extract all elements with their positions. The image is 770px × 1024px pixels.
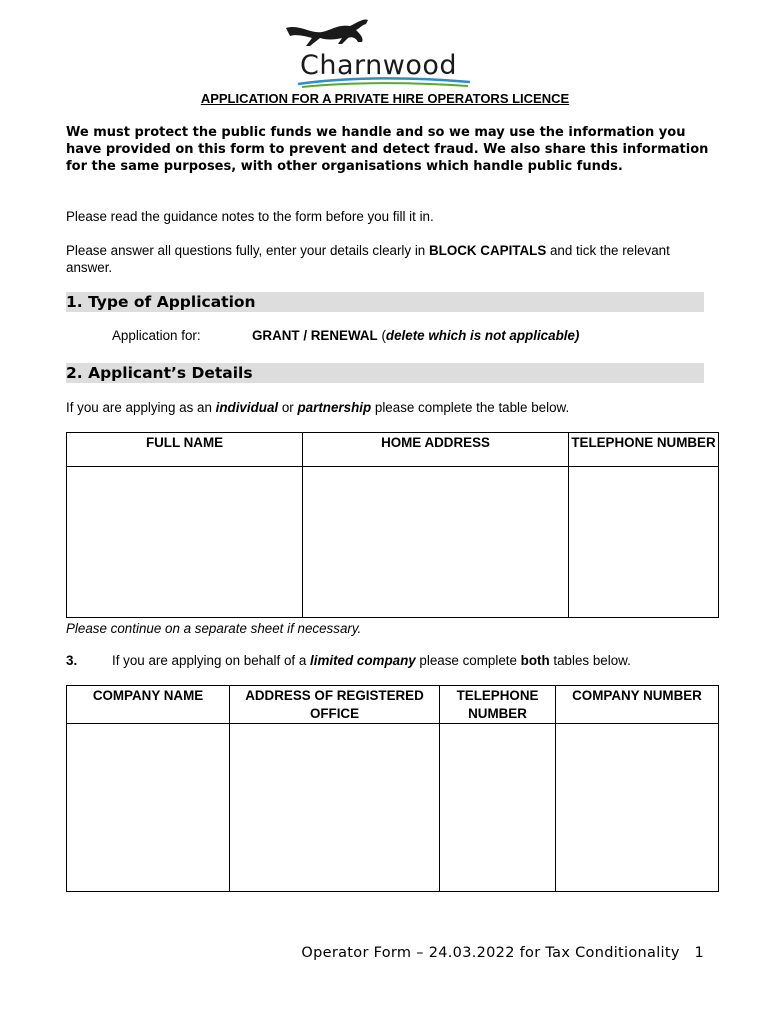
section-2-heading: 2. Applicant’s Details (66, 363, 704, 383)
brand-name: Charnwood (300, 50, 458, 81)
instructions-text: Please answer all questions fully, enter your details clearly in BLOCK CAPITALS and tick the relevant answer. (66, 243, 670, 275)
section-2-intro: If you are applying as an individual or partnership please complete the table below. (66, 400, 570, 415)
green-wave (302, 83, 468, 87)
application-type-options[interactable]: GRANT / RENEWAL (delete which is not applicable) (252, 328, 580, 343)
company-details-table (66, 685, 719, 892)
fraud-notice: We must protect the public funds we handle and so we may use the information you have provided on this form to prevent and detect fraud. We also share this information for the same purposes, with other organisations which handle public funds. (66, 125, 709, 174)
column-header-company-number: COMPANY NUMBER (556, 686, 719, 724)
registered-office-cell[interactable] (230, 724, 440, 892)
section-1-heading: 1. Type of Application (66, 292, 704, 312)
application-for-label: Application for: (112, 328, 201, 343)
home-address-cell[interactable] (303, 467, 569, 618)
applicant-details-table (66, 432, 719, 618)
full-name-cell[interactable] (67, 467, 303, 618)
page-number: 1 (694, 945, 704, 961)
column-header-company-name: COMPANY NAME (67, 686, 230, 724)
section-3-number: 3. (66, 653, 78, 668)
company-name-cell[interactable] (67, 724, 230, 892)
column-header-home-address: HOME ADDRESS (303, 433, 569, 467)
section-3-intro: If you are applying on behalf of a limited company please complete both tables below. (112, 653, 631, 668)
guidance-text: Please read the guidance notes to the form before you fill it in. (66, 209, 434, 224)
column-header-registered-office: ADDRESS OF REGISTERED OFFICE (230, 686, 440, 724)
telephone-cell[interactable] (569, 467, 719, 618)
continue-note: Please continue on a separate sheet if necessary. (66, 621, 362, 636)
company-telephone-cell[interactable] (440, 724, 556, 892)
company-number-cell[interactable] (556, 724, 719, 892)
column-header-full-name: FULL NAME (67, 433, 303, 467)
footer-text: Operator Form – 24.03.2022 for Tax Conditionality (301, 945, 680, 961)
fox-icon (286, 19, 368, 46)
page-footer (301, 945, 704, 961)
column-header-telephone: TELEPHONE NUMBER (569, 433, 719, 467)
document-title: APPLICATION FOR A PRIVATE HIRE OPERATORS LICENCE (200, 91, 570, 106)
column-header-company-telephone: TELEPHONE NUMBER (440, 686, 556, 724)
